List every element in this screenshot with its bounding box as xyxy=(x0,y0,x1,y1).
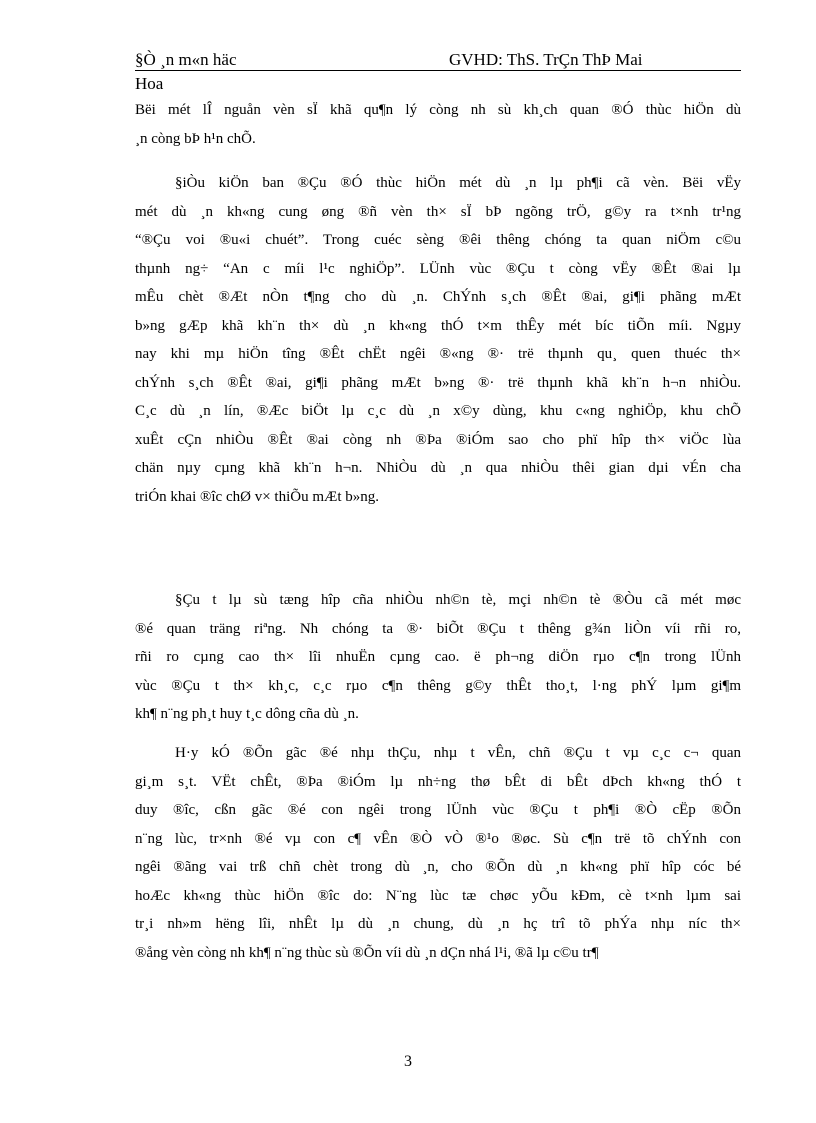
paragraph-2 xyxy=(135,169,741,511)
text-line: “®Çu voi ®u«i chuét”. Trong cuéc sèng ®êi thêng chóng ta quan niÖm c©u xyxy=(135,232,741,248)
text-line: chän nµy cµng khã kh¨n h¬n. NhiÒu dù ¸n qua nhiÒu thêi gian dµi vÉn cha xyxy=(135,460,741,476)
text-line: chÝnh s¸ch ®Êt ®ai, gi¶i phãng mÆt b»ng ®· trë thµnh khã kh¨n h¬n nhiÒu. xyxy=(135,374,741,391)
text-line: Bëi mét lÎ nguån vèn sÏ khã qu¶n lý còng nh sù kh¸ch quan ®Ó thùc hiÖn dù xyxy=(135,102,741,118)
text-line: §Çu t lµ sù tæng hîp cña nhiÒu nh©n tè, mçi nh©n tè ®Òu cã mét møc xyxy=(175,592,741,608)
paragraph-4 xyxy=(135,739,741,967)
text-line: hoÆc kh«ng thùc hiÖn ®îc do: N¨ng lùc tæ chøc yÕu kÐm, cè t×nh lµm sai xyxy=(135,887,741,904)
paragraph-3 xyxy=(135,586,741,729)
page-number: 3 xyxy=(404,1053,412,1070)
text-line: §iÒu kiÖn ban ®Çu ®Ó thùc hiÖn mét dù ¸n lµ ph¶i cã vèn. Bëi vËy xyxy=(175,175,741,191)
text-line: thµnh ng÷ “An c míi l¹c nghiÖp”. LÜnh vùc ®Çu t còng vËy ®Êt ®ai lµ xyxy=(135,260,741,277)
text-line: duy ®îc, cßn gãc ®é con ngêi trong lÜnh vùc ®Çu t ph¶i ®Ò cËp ®Õn xyxy=(135,802,741,818)
header-advisor: GVHD: ThS. TrÇn ThÞ Mai xyxy=(449,50,643,69)
text-line: b»ng gÆp khã kh¨n th× dù ¸n kh«ng thÓ t×m thÊy mét bíc tiÕn míi. Ngµy xyxy=(135,317,741,334)
text-line: kh¶ n¨ng ph¸t huy t¸c dông cña dù ¸n. xyxy=(135,706,359,722)
text-line: ngêi ®ãng vai trß chñ chèt trong dù ¸n, cho ®Õn dù ¸n kh«ng phï hîp cóc bé xyxy=(135,859,741,875)
paragraph-1 xyxy=(135,96,741,153)
header-subject: §Ò ¸n m«n häc xyxy=(135,50,237,69)
text-line: rñi ro cµng cao th× lîi nhuËn cµng cao. ë ph¬ng diÖn rµo c¶n trong lÜnh xyxy=(135,649,741,665)
text-line: xuÊt cÇn nhiÒu ®Êt ®ai còng nh ®Þa ®iÓm sao cho phï hîp th× viÖc lùa xyxy=(135,431,741,448)
header-advisor-wrap: Hoa xyxy=(135,74,164,93)
text-line: H·y kÓ ®Õn gãc ®é nhµ thÇu, nhµ t vÊn, chñ ®Çu t vµ c¸c c¬ quan xyxy=(175,745,741,761)
text-line: n¨ng lùc, tr×nh ®é vµ con c¶ vÊn ®Ò vÒ ®¹o ®øc. Sù c¶n trë tõ chÝnh con xyxy=(135,830,741,847)
header-rule xyxy=(135,70,741,71)
text-line: ¸n còng bÞ h¹n chÕ. xyxy=(135,130,256,147)
text-line: ®ång vèn còng nh kh¶ n¨ng thùc sù ®Õn víi dù ¸n dÇn nhá l¹i, ®ã lµ c©u tr¶ xyxy=(135,944,599,961)
text-line: ®é quan träng riªng. Nh chóng ta ®· biÕt ®Çu t thêng g¾n liÒn víi rñi ro, xyxy=(135,620,741,637)
text-line: vùc ®Çu t th× kh¸c, c¸c rµo c¶n thêng g©y thÊt tho¸t, l·ng phÝ lµm gi¶m xyxy=(135,677,741,694)
text-line: C¸c dù ¸n lín, ®Æc biÖt lµ c¸c dù ¸n x©y dùng, khu c«ng nghiÖp, khu chÕ xyxy=(135,403,741,419)
text-line: mÊu chèt ®Æt nÒn t¶ng cho dù ¸n. ChÝnh s¸ch ®Êt ®ai, gi¶i phãng mÆt xyxy=(135,289,741,305)
text-line: tr¸i nh»m hëng lîi, nhÊt lµ dù ¸n chung, dù ¸n hç trî tõ phÝa nhµ níc th× xyxy=(135,916,741,932)
text-line: gi¸m s¸t. VËt chÊt, ®Þa ®iÓm lµ nh÷ng thø bÊt di bÊt dÞch kh«ng thÓ t xyxy=(135,773,741,790)
text-line: triÓn khai ®îc chØ v× thiÕu mÆt b»ng. xyxy=(135,488,379,505)
text-line: nay khi mµ hiÖn tîng ®Êt chËt ngêi ®«ng ®· trë thµnh qu¸ quen thuéc th× xyxy=(135,346,741,362)
text-line: mét dù ¸n kh«ng cung øng ®ñ vèn th× sÏ bÞ ngõng trÖ, g©y ra t×nh tr¹ng xyxy=(135,203,741,220)
